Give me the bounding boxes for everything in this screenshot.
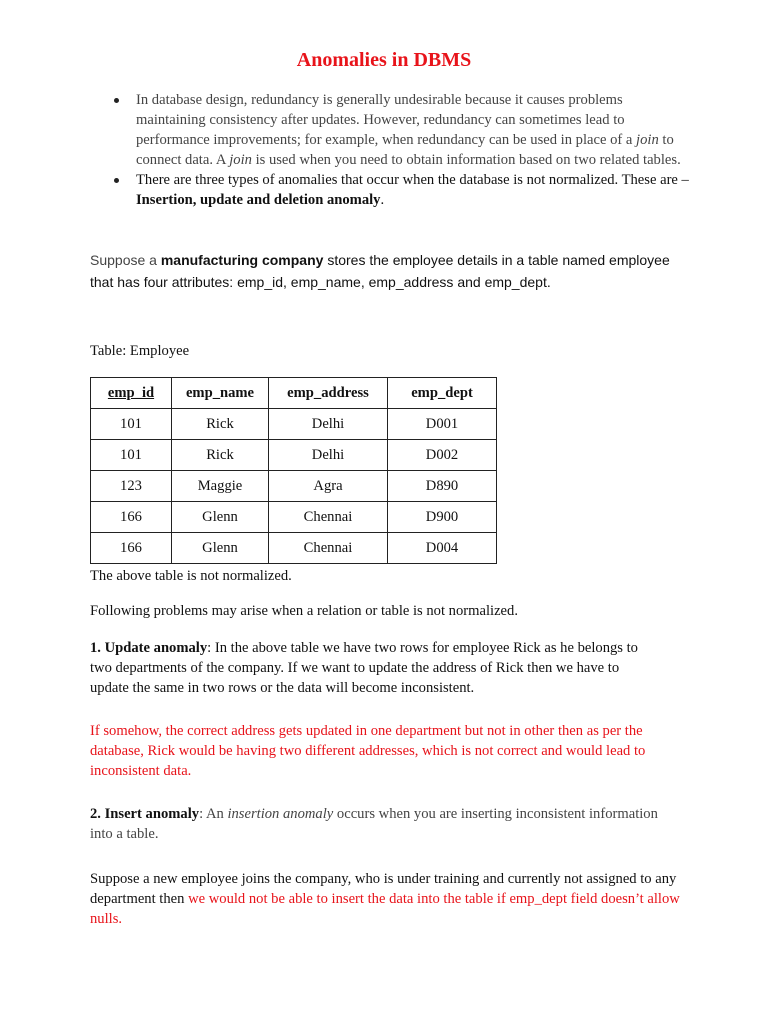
problems-intro: Following problems may arise when a relation or table is not normalized.: [90, 603, 518, 619]
cell-emp-id: 166: [91, 533, 172, 564]
table-row: [91, 409, 497, 440]
header-emp-dept: emp_dept: [388, 378, 497, 409]
update-anomaly-note: If somehow, the correct address gets updated in one department but not in other then as per the database, Rick would be having two different addresses, which is not correct and would lead to inconsistent data.: [90, 723, 646, 779]
bullet-redundancy: In database design, redundancy is generally undesirable because it causes problems maintaining consistency after updates. However, redundancy can sometimes lead to performance improvements; for example, when redundancy can be used in place of a join to connect data. A join is used when you need to obtain information based on two related tables.: [110, 90, 690, 170]
table-row: [91, 471, 497, 502]
intro-bullet-list: [110, 90, 690, 210]
cell-emp-dept: D900: [388, 502, 497, 533]
cell-emp-name: Maggie: [172, 471, 269, 502]
cell-emp-address: Chennai: [269, 533, 388, 564]
cell-emp-id: 123: [91, 471, 172, 502]
employee-table: [90, 377, 497, 564]
table-row: [91, 440, 497, 471]
insert-anomaly-example: Suppose a new employee joins the company, who is under training and currently not assigned to any department then we would not be able to insert the data into the table if emp_dept field doesn’t allow nulls.: [90, 871, 680, 927]
cell-emp-dept: D001: [388, 409, 497, 440]
cell-emp-address: Chennai: [269, 502, 388, 533]
table-row: [91, 533, 497, 564]
cell-emp-name: Rick: [172, 409, 269, 440]
cell-emp-address: Delhi: [269, 440, 388, 471]
cell-emp-dept: D890: [388, 471, 497, 502]
header-emp-address: emp_address: [269, 378, 388, 409]
header-emp-id: emp_id: [91, 378, 172, 409]
update-anomaly-paragraph: 1. Update anomaly: In the above table we have two rows for employee Rick as he belongs to two departments of the company. If we want to update the address of Rick then we have to update the same in two rows or the data will become inconsistent.: [90, 640, 638, 696]
insert-anomaly-paragraph: 2. Insert anomaly: An insertion anomaly occurs when you are inserting inconsistent information into a table.: [90, 806, 658, 842]
page-title: Anomalies in DBMS: [296, 49, 472, 71]
cell-emp-id: 101: [91, 409, 172, 440]
table-caption: Table: Employee: [90, 343, 190, 359]
cell-emp-address: Agra: [269, 471, 388, 502]
bullet-anomaly-types: There are three types of anomalies that occur when the database is not normalized. These are – Insertion, update and deletion anomaly.: [110, 170, 690, 210]
cell-emp-id: 101: [91, 440, 172, 471]
table-header-row: [91, 378, 497, 409]
cell-emp-id: 166: [91, 502, 172, 533]
cell-emp-name: Glenn: [172, 502, 269, 533]
cell-emp-address: Delhi: [269, 409, 388, 440]
cell-emp-name: Rick: [172, 440, 269, 471]
cell-emp-dept: D004: [388, 533, 497, 564]
cell-emp-dept: D002: [388, 440, 497, 471]
cell-emp-name: Glenn: [172, 533, 269, 564]
header-emp-name: emp_name: [172, 378, 269, 409]
table-row: [91, 502, 497, 533]
intro-paragraph: Suppose a manufacturing company stores the employee details in a table named employee that has four attributes: emp_id, emp_name, emp_address and emp_dept.: [90, 252, 670, 290]
not-normalized-note: The above table is not normalized.: [90, 568, 292, 584]
